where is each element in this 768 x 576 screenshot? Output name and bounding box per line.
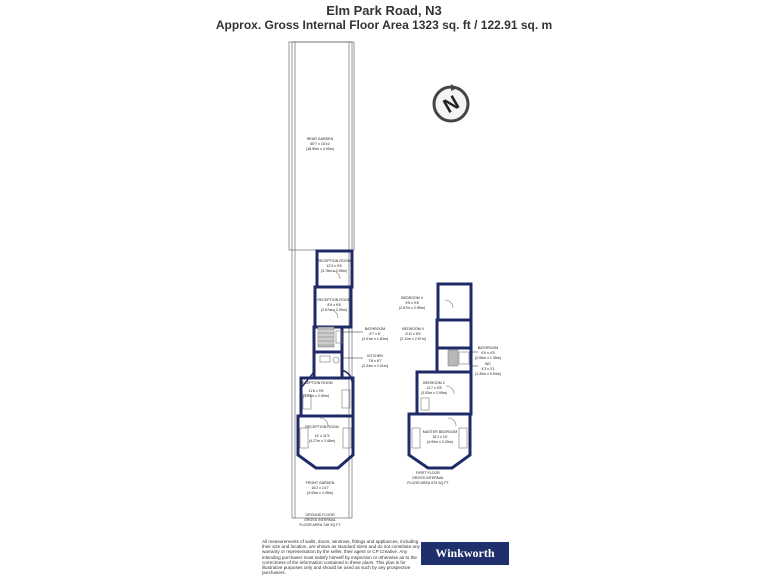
svg-text:60'7 x 16'10: 60'7 x 16'10: [310, 142, 330, 146]
stairs: [318, 327, 334, 347]
compass-icon: [434, 84, 468, 121]
first-floor-caption: FIRST FLOOR: [416, 471, 440, 475]
svg-text:GROSS INTERNAL: GROSS INTERNAL: [304, 518, 336, 522]
svg-text:7'8 x 6'7: 7'8 x 6'7: [368, 359, 382, 363]
svg-text:(2.34m x 2.01m): (2.34m x 2.01m): [361, 364, 389, 368]
svg-text:(3.53m x 2.95m): (3.53m x 2.95m): [420, 391, 448, 395]
reception-room-front-label: RECEPTION ROOM: [305, 425, 339, 429]
ground-floor-caption: GROUND FLOOR: [305, 513, 335, 517]
bedroom-4b-label: BEDROOM 4: [402, 327, 424, 331]
svg-text:(1.30m x 0.94m): (1.30m x 0.94m): [474, 372, 502, 376]
wc-label: WC: [485, 362, 491, 366]
svg-text:(4.27m x 3.48m): (4.27m x 3.48m): [308, 439, 336, 443]
svg-text:9'5 x 9'8: 9'5 x 9'8: [405, 301, 419, 305]
svg-text:(3.51m x 2.90m): (3.51m x 2.90m): [302, 394, 330, 398]
first-floor-plan: [399, 284, 501, 485]
bedroom-4-label: BEDROOM 4: [401, 296, 423, 300]
svg-text:(2.87m x 2.95m): (2.87m x 2.95m): [398, 306, 426, 310]
svg-text:4'3 x 3'1: 4'3 x 3'1: [481, 367, 495, 371]
reception-room-top-label: RECEPTION ROOM: [317, 259, 351, 263]
first-floor-stairs: [448, 350, 458, 366]
svg-text:(4.93m x 4.45m): (4.93m x 4.45m): [306, 491, 334, 495]
page-subtitle: Approx. Gross Internal Floor Area 1323 sq. ft / 122.91 sq. m: [215, 18, 553, 32]
svg-text:(2.67m x 2.90m): (2.67m x 2.90m): [320, 308, 348, 312]
master-bedroom-label: MASTER BEDROOM: [422, 430, 458, 434]
svg-text:FLOOR AREA 748 SQ FT: FLOOR AREA 748 SQ FT: [299, 523, 341, 527]
rear-garden-area: [289, 42, 354, 250]
svg-text:6'7 x 6': 6'7 x 6': [369, 332, 381, 336]
svg-text:(18.50m x 4.90m): (18.50m x 4.90m): [305, 147, 335, 151]
svg-text:(4.90m x 3.05m): (4.90m x 3.05m): [426, 440, 454, 444]
svg-text:(2.11m x 2.57m): (2.11m x 2.57m): [400, 337, 426, 341]
reception-room-3-label: RECEPTION ROOM: [299, 381, 333, 385]
svg-text:6'11 x 8'5: 6'11 x 8'5: [405, 332, 421, 336]
svg-text:FLOOR AREA 575 SQ FT: FLOOR AREA 575 SQ FT: [407, 481, 449, 485]
svg-text:GROSS INTERNAL: GROSS INTERNAL: [412, 476, 444, 480]
disclaimer-text: All measurements of walls, doors, windows, fittings and appliances, including their size and location, are shown as standard sizes and do not constitute any warranty or representation by the seller, their agent or CP Creative. Any intending purchaser must satisfy himself by inspection or otherwise as to the correctness of the information contained in these plans. This plan is for illustrative purposes only and should be used as such by any prospective purchasers.: [262, 539, 420, 576]
svg-text:11'6 x 9'6: 11'6 x 9'6: [308, 389, 324, 393]
svg-text:16'1 x 10': 16'1 x 10': [432, 435, 448, 439]
reception-room-2-label: RECEPTION ROOM: [317, 298, 351, 302]
front-garden-label: FRONT GARDEN: [305, 481, 335, 485]
svg-text:14' x 11'5: 14' x 11'5: [314, 434, 330, 438]
svg-text:11'7 x 9'8: 11'7 x 9'8: [426, 386, 442, 390]
compass-letter: N: [439, 91, 464, 119]
svg-text:16'2 x 14'7: 16'2 x 14'7: [311, 486, 329, 490]
svg-text:(2.06m x 1.35m): (2.06m x 1.35m): [474, 356, 502, 360]
svg-text:8'9 x 9'6: 8'9 x 9'6: [327, 303, 341, 307]
first-floor-bathroom-label: BATHROOM: [477, 346, 499, 350]
svg-text:6'9 x 4'5: 6'9 x 4'5: [481, 351, 495, 355]
winkworth-logo: Winkworth: [421, 542, 509, 565]
rear-garden-label: REAR GARDEN: [306, 137, 334, 141]
kitchen-label: KITCHEN: [367, 354, 383, 358]
svg-text:(2.01m x 1.83m): (2.01m x 1.83m): [361, 337, 389, 341]
svg-text:(3.76m x 2.95m): (3.76m x 2.95m): [320, 269, 348, 273]
svg-text:12'4 x 9'8: 12'4 x 9'8: [326, 264, 342, 268]
bedroom-2-label: BEDROOM 2: [423, 381, 445, 385]
ground-floor-plan: [289, 42, 388, 527]
page-title: Elm Park Road, N3: [326, 3, 442, 18]
bathroom-label: BATHROOM: [364, 327, 386, 331]
